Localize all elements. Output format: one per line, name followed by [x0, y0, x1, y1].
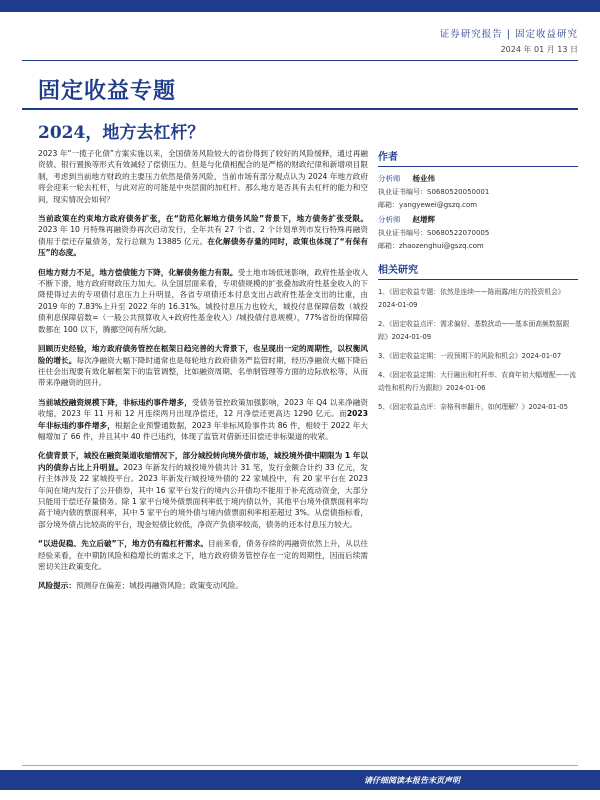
related-heading: 相关研究: [378, 261, 578, 280]
analyst-license: 执业证书编号：S0680522070005: [378, 229, 490, 237]
report-subtitle: 2024，地方去杠杆？: [38, 123, 205, 143]
financing-paragraph: [38, 397, 368, 443]
policy-text: 2023 年 10 月特殊再融资券再次启动发行，全年共有 27 个省、2 个计划单列市发行特殊再融资债用于偿还存量债务，发行总额为 13885 亿元。: [38, 225, 368, 246]
analyst-card: [378, 173, 578, 210]
history-bold: 回顾历史经验，地方政府债务管控在框架日趋完善的大背景下，也呈现出一定的周期性，以权衡风险的增长。: [38, 344, 368, 365]
page-title: 固定收益专题: [38, 78, 177, 104]
footer-disclaimer: 请仔细阅读本报告末页声明: [364, 776, 460, 785]
risk-text: 预测存在偏差；城投再融资风险；政策变动风险。: [75, 581, 244, 591]
related-item[interactable]: 4、《固定收益定期：大行融出和杠杆率、农商年初大幅增配——流动性和机构行为跟踪》2024-01-06: [378, 371, 577, 392]
top-accent-bar: [0, 0, 600, 12]
outlook-paragraph: [38, 538, 368, 572]
capacity-paragraph: [38, 267, 368, 335]
policy-paragraph: [38, 213, 368, 259]
history-text: 每次净融资大幅下降时通常也是每轮地方政府债务严监管时期，经历净融资大幅下降后往往会出现要有效化解框架下的监管调整，比如融资周期、名单制管理等方面的边际放松等，从而带来净融资的回升。: [38, 355, 369, 388]
main-text-column: [38, 148, 368, 600]
intro-text: 2023 年“一揽子化债”方案实施以来，全国债务风险较大的省份得到了较好的风险缓释，通过再融资债、银行置换等形式有效减轻了偿债压力。但是与化债相配合的是严格的财政纪律和新增项目限制，考虑到当前地方财政的主要压力依然是债务风险，当前市场有部分观点认为 2024 年地方政府将会迎来一轮去杠杆，与此对应的可能是中央层面的加杠杆。那么地方是否具有去杠杆的能力和空间，现实情况会如何？: [38, 149, 368, 204]
header-divider: [22, 60, 578, 61]
risk-paragraph: [38, 580, 368, 591]
authors-heading: 作者: [378, 148, 578, 167]
capacity-bold: 但地方财力不足，地方偿债能力下降，化解债务能力有限。: [38, 267, 238, 277]
financing-bold: 当前城投融资规模下降，非标违约事件增多，: [38, 397, 192, 407]
analyst-email[interactable]: 邮箱：yangyewei@gszq.com: [378, 201, 478, 209]
intro-paragraph: [38, 148, 368, 205]
analyst-email[interactable]: 邮箱：zhaozenghui@gszq.com: [378, 242, 484, 250]
footer-bar: [0, 770, 600, 790]
analyst-name: 杨业伟: [412, 174, 435, 183]
related-item[interactable]: 3、《固定收益定期：一段预期下的风险和机会》2024-01-07: [378, 352, 562, 360]
offshore-paragraph: [38, 450, 368, 530]
analyst-card: [378, 214, 578, 251]
policy-bold-2: 在化解债务存量的同时，政策也体现了“有保有压”的态度。: [38, 236, 368, 258]
report-date: 2024 年 01 月 13 日: [500, 45, 578, 54]
title-divider: [22, 108, 578, 110]
financing-bold-2: 2023 年非标违约事件增多，: [38, 409, 368, 430]
analyst-name: 赵增辉: [412, 215, 435, 224]
footer-divider: [22, 765, 578, 766]
history-paragraph: [38, 343, 368, 389]
outlook-text: 目前来看，债务存续的再融资依然上升，从以往经验来看，在中期防风险和稳增长的需求之下，地方政府债务管控存在一定的周期性，因而后续需密切关注政策变化。: [38, 539, 368, 571]
analyst-license: 执业证书编号：S0680520050001: [378, 188, 490, 196]
risk-label: 风险提示：: [38, 581, 76, 591]
financing-text: 受债务管控政策加强影响，2023 年 Q4 以来净融资收缩，2023 年 11 月和 12 月连续两月出现净偿还，12 月净偿还更高达 1290 亿元。而: [38, 397, 368, 419]
financing-text-2: 根据企业预警通数据，2023 年非标风险事件共 86 件，相较于 2022 年大幅增加了 66 件，并且其中 40 件已违约，体现了监管对借新还旧偿还非标渠道的收紧。: [38, 420, 368, 441]
policy-bold: 当前政策在约束地方政府债务扩张，在“防范化解地方债务风险”背景下，地方债务扩张受限。: [38, 214, 368, 224]
capacity-text: 受土地市场低迷影响，政府性基金收入不断下滑，地方政府财政压力加大。从全国层面来看，专项债规模的扩张叠加政府性基金收入的下降使得过去的专项债付息压力上升明显，各省专项债还本付息支出占政府性基金支出的比重，由 2019 年的 7.83%上升至 2022 年的 16.31%。城投付息压力也较大，城投付息保障倍数（城投债利息保障倍数=（一般公共预算收入+政府性基金收入）/城投债付息规模），77%省份的保障倍数都在 100 以下，腾挪空间有所欠缺。: [38, 267, 369, 334]
offshore-bold: 化债背景下，城投在融资渠道收缩情况下，部分城投转向境外债市场，城投境外债中期限为 1 年以内的债券占比上升明显。: [38, 451, 368, 472]
analyst-role: 分析师: [378, 215, 401, 224]
outlook-bold: “以进促稳、先立后破”下，地方仍有稳杠杆需求。: [38, 539, 209, 549]
sidebar: [378, 148, 578, 420]
analyst-role: 分析师: [378, 174, 401, 183]
related-item[interactable]: 5、《固定收益点评：奈格利率翻升，如何理解？》2024-01-05: [378, 403, 568, 411]
related-item[interactable]: 2、《固定收益点评：需求偏好、基数扰动——基本面高频数据跟踪》2024-01-09: [378, 320, 570, 341]
related-research: [378, 261, 578, 414]
offshore-text: 2023 年新发行的城投境外债共计 31 笔，发行金额合计约 33 亿元，发行主体涉及 22 家城投平台。2023 年新发行城投境外债的 22 家城投中，有 20 家平台在 2023 年间在境内发行了公开债券，其中 16 家平台发行的境内公开债均不能用于补充流动资金，大部分只能用于偿还存量债务。除 1 家平台境外债票面利率低于境内债以外，其他平台境外债票面利率均高于境内债的票面利率，其中 5 家平台的境外债与境内债票面利率相差超过 3%。从偿债指标看，部分境外债占比较高的平台，现金短债比较低，净资产负债率较高，债务的还本付息压力较大。: [38, 462, 368, 529]
report-type-label: 证券研究报告 | 固定收益研究: [439, 29, 578, 40]
related-item[interactable]: 1、《固定收益专题：依然是连续——陈雨露/地方的投资机会》2024-01-09: [378, 288, 565, 309]
